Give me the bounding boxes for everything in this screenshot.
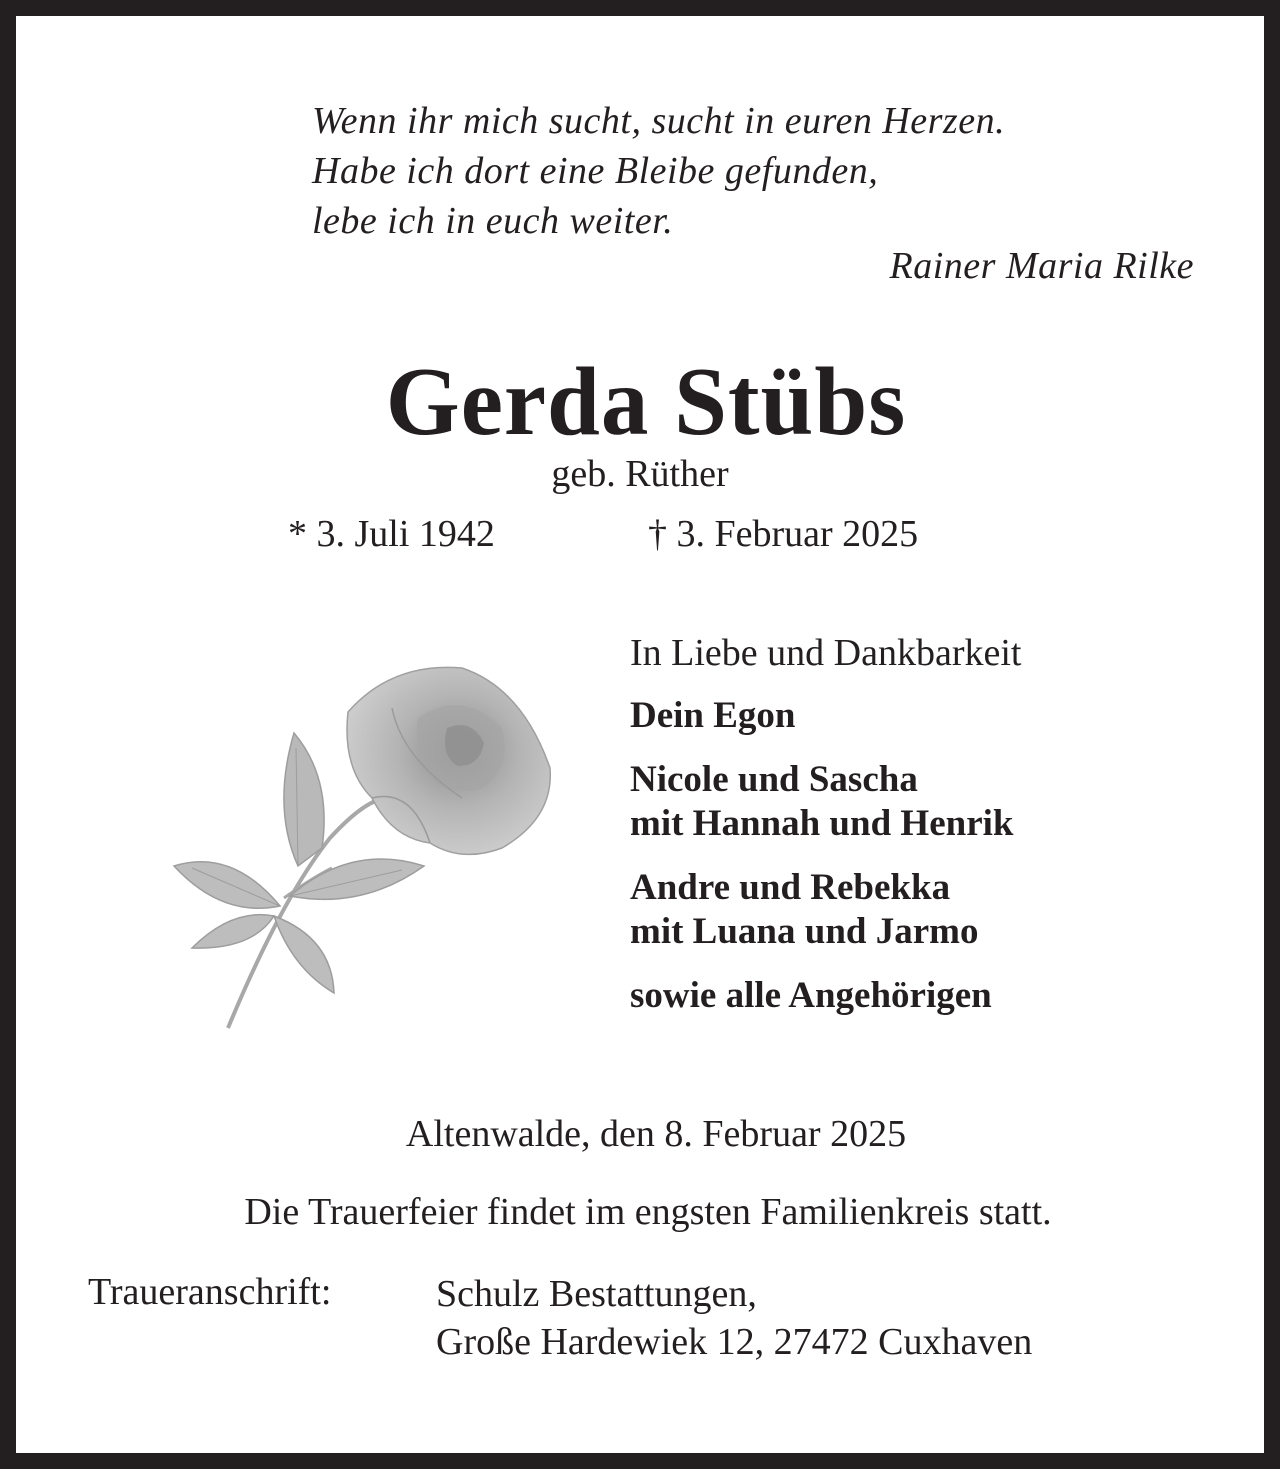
family-member: mit Hannah und Henrik (630, 803, 1014, 844)
place-and-date: Altenwalde, den 8. Februar 2025 (405, 1113, 907, 1155)
family-member: sowie alle Angehörigen (630, 975, 992, 1016)
address-label: Traueranschrift: (88, 1271, 332, 1313)
obituary-notice (16, 16, 1264, 1453)
dedication-line: In Liebe und Dankbarkeit (630, 632, 1022, 674)
family-group (630, 866, 1021, 954)
ceremony-notice: Die Trauerfeier findet im engsten Familienkreis statt. (244, 1191, 1052, 1233)
family-member: Nicole und Sascha (630, 759, 918, 800)
rose-icon (162, 648, 562, 1038)
quote-block (312, 96, 1005, 246)
mourning-address (436, 1270, 1032, 1366)
quote-line: Wenn ihr mich sucht, sucht in euren Herzen. (312, 100, 1006, 142)
family-member: Andre und Rebekka (630, 867, 951, 908)
birth-date: * 3. Juli 1942 (288, 513, 495, 555)
address-line: Schulz Bestattungen, (436, 1273, 757, 1315)
quote-line: Habe ich dort eine Bleibe gefunden, (312, 150, 879, 192)
birth-name: geb. Rüther (551, 453, 729, 495)
family-group (630, 758, 1021, 846)
family-group (630, 694, 1021, 738)
family-member: mit Luana und Jarmo (630, 911, 979, 952)
family-group (630, 974, 1021, 1018)
address-line: Große Hardewiek 12, 27472 Cuxhaven (436, 1321, 1033, 1363)
family-member: Dein Egon (630, 695, 796, 736)
family-signatures (630, 628, 1021, 1018)
deceased-name: Gerda Stübs (385, 348, 907, 456)
quote-line: lebe ich in euch weiter. (312, 200, 674, 242)
quote-author: Rainer Maria Rilke (889, 245, 1194, 287)
death-date: † 3. Februar 2025 (648, 513, 919, 555)
